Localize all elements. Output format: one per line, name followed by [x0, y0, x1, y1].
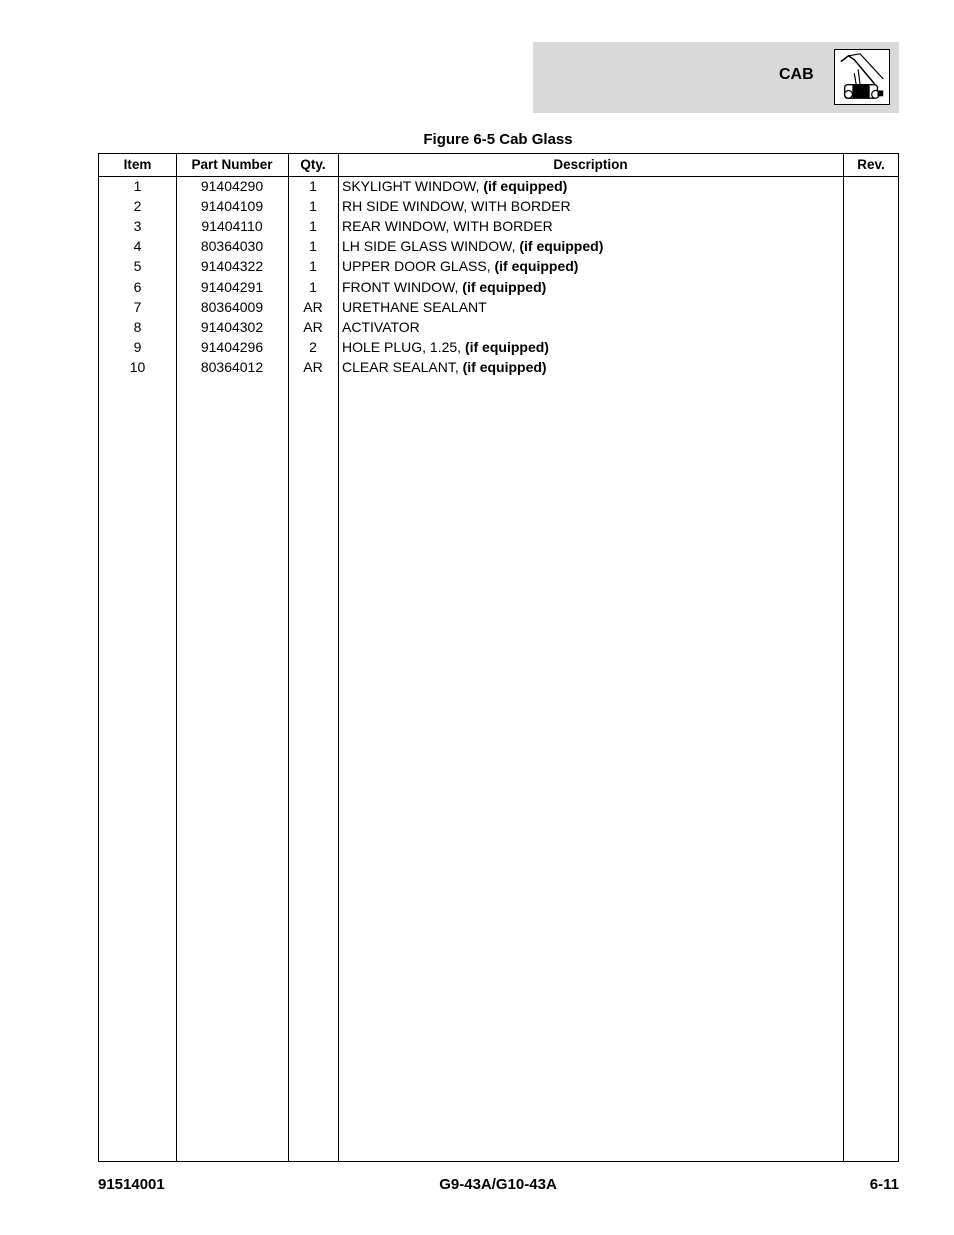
description-note: (if equipped) [519, 238, 604, 255]
quantity: AR [303, 298, 323, 315]
table-row [99, 297, 898, 317]
description-text: FRONT WINDOW, [342, 278, 463, 295]
table-row [99, 357, 898, 377]
footer-page-number: 6-11 [869, 1176, 899, 1193]
item-number: 9 [133, 338, 142, 355]
description [342, 357, 842, 377]
column-header-qty: Qty. [300, 157, 326, 172]
description-note: (if equipped) [483, 178, 568, 194]
revision [843, 256, 899, 276]
section-title: CAB [779, 66, 814, 83]
figure-title: Figure 6-5 Cab Glass [423, 131, 573, 148]
column-header-rev: Rev. [857, 157, 885, 172]
part-number: 80364012 [200, 358, 264, 375]
column-header-description: Description [553, 157, 628, 172]
part-number: 91404302 [200, 318, 264, 335]
description-text: LH SIDE GLASS WINDOW, [342, 238, 520, 255]
table-row [99, 256, 898, 276]
description-text: UPPER DOOR GLASS, [342, 258, 495, 275]
quantity: 1 [309, 258, 317, 275]
description-note: (if equipped) [464, 338, 549, 355]
quantity: 2 [309, 338, 317, 355]
quantity: 1 [309, 278, 317, 295]
item-number: 1 [133, 178, 142, 194]
revision [843, 317, 899, 337]
revision [843, 277, 899, 297]
part-number: 91404110 [201, 218, 263, 235]
description-note: (if equipped) [462, 358, 547, 375]
part-number: 80364030 [200, 238, 264, 255]
item-number: 5 [133, 258, 142, 275]
quantity: AR [303, 358, 323, 375]
revision [843, 196, 899, 216]
description-text: RH SIDE WINDOW, WITH BORDER [342, 198, 571, 215]
item-number: 6 [133, 278, 142, 295]
item-number: 8 [133, 318, 142, 335]
description-text: URETHANE SEALANT [342, 298, 487, 315]
column-header-part-number: Part Number [191, 157, 273, 172]
description-text: REAR WINDOW, WITH BORDER [342, 218, 553, 235]
part-number: 91404291 [200, 278, 264, 295]
revision [843, 357, 899, 377]
description [342, 256, 842, 276]
description [342, 317, 842, 337]
description [342, 216, 842, 236]
table-row [99, 176, 898, 196]
description [342, 236, 842, 256]
column-header-item: Item [123, 157, 152, 172]
part-number: 91404290 [200, 178, 264, 194]
part-number: 91404109 [200, 198, 264, 215]
description [342, 337, 842, 357]
quantity: 1 [309, 238, 317, 255]
revision [843, 216, 899, 236]
item-number: 7 [133, 298, 142, 315]
footer-part-number: 91514001 [98, 1176, 165, 1193]
description-text: SKYLIGHT WINDOW, [342, 178, 484, 194]
item-number: 4 [133, 238, 142, 255]
description [342, 297, 842, 317]
footer-model: G9-43A/G10-43A [439, 1176, 557, 1193]
revision [843, 236, 899, 256]
description [342, 176, 842, 196]
description-note: (if equipped) [462, 278, 547, 295]
item-number: 3 [133, 218, 142, 235]
quantity: 1 [309, 178, 317, 194]
table-row [99, 277, 898, 297]
revision [843, 337, 899, 357]
description [342, 196, 842, 216]
table-row [99, 196, 898, 216]
description-text: ACTIVATOR [342, 318, 420, 335]
quantity: 1 [309, 198, 317, 215]
table-row [99, 236, 898, 256]
machine-cab-icon [834, 49, 890, 105]
quantity: AR [303, 318, 323, 335]
item-number: 10 [129, 358, 146, 375]
item-number: 2 [133, 198, 142, 215]
table-row [99, 337, 898, 357]
part-number: 91404296 [200, 338, 264, 355]
quantity: 1 [309, 218, 317, 235]
table-row [99, 216, 898, 236]
part-number: 91404322 [200, 258, 264, 275]
description-note: (if equipped) [494, 258, 579, 275]
description-text: CLEAR SEALANT, [342, 358, 463, 375]
part-number: 80364009 [200, 298, 264, 315]
parts-table [98, 153, 899, 1162]
description [342, 277, 842, 297]
revision [843, 297, 899, 317]
revision [843, 176, 899, 196]
description-text: HOLE PLUG, 1.25, [342, 338, 465, 355]
table-row [99, 317, 898, 337]
